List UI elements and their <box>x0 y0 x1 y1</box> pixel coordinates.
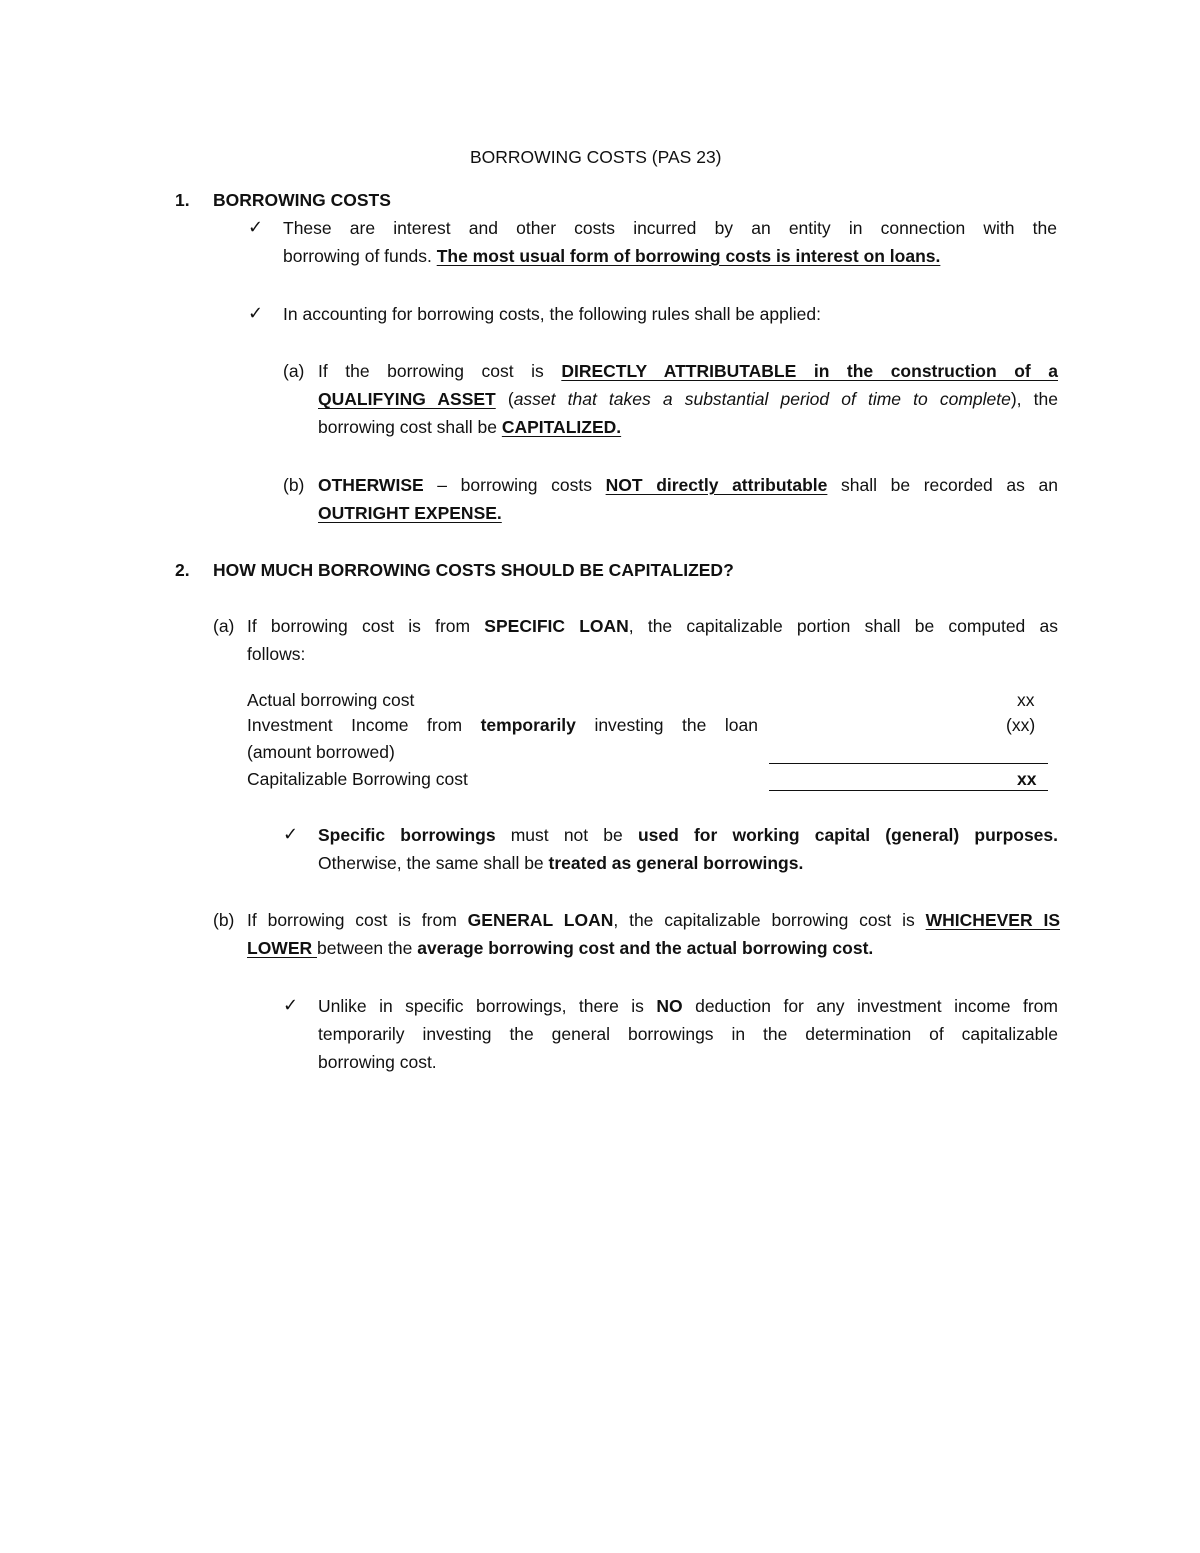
key-statement: The most usual form of borrowing costs is interest on loans. <box>436 246 941 266</box>
computation-row-3-label: (amount borrowed) <box>247 742 395 762</box>
total-rule <box>769 790 1048 791</box>
computation-row-4-label: Capitalizable Borrowing cost <box>247 769 468 789</box>
section-2-heading: HOW MUCH BORROWING COSTS SHOULD BE CAPITALIZED? <box>213 560 734 580</box>
note-a-line-2: Otherwise, the same shall be treated as general borrowings. <box>318 853 804 873</box>
computation-row-2-label: Investment Income from temporarily investing the loan <box>247 715 758 735</box>
rule-a-label: (a) <box>283 361 305 381</box>
computation-row-4-value: xx <box>1017 769 1037 789</box>
checkmark-icon: ✓ <box>283 995 299 1015</box>
item-b-label: (b) <box>213 910 235 930</box>
document-title: BORROWING COSTS (PAS 23) <box>470 147 722 167</box>
computation-row-1-value: xx <box>1017 690 1035 710</box>
computation-row-1-label: Actual borrowing cost <box>247 690 415 710</box>
bullet-2-text: In accounting for borrowing costs, the following rules shall be applied: <box>283 304 821 324</box>
note-a-line-1: Specific borrowings must not be used for working capital (general) purposes. <box>318 825 1059 845</box>
item-b-line-1: If borrowing cost is from GENERAL LOAN, the capitalizable borrowing cost is WHICHEVER IS <box>247 910 1061 930</box>
item-a-line-2: follows: <box>247 644 306 664</box>
note-b-line-2: temporarily investing the general borrowings in the determination of capitalizable <box>318 1024 1058 1044</box>
item-a-label: (a) <box>213 616 235 636</box>
note-b-line-3: borrowing cost. <box>318 1052 437 1072</box>
section-1-number: 1. <box>175 190 190 210</box>
checkmark-icon: ✓ <box>248 303 264 323</box>
checkmark-icon: ✓ <box>248 217 264 237</box>
rule-b-line-1: OTHERWISE – borrowing costs NOT directly attributable shall be recorded as an <box>318 475 1059 495</box>
bullet-1-line-1: These are interest and other costs incurred by an entity in connection with the <box>283 218 1057 238</box>
rule-a-line-1: If the borrowing cost is DIRECTLY ATTRIBUTABLE in the construction of a <box>318 361 1058 381</box>
section-1-heading: BORROWING COSTS <box>213 190 391 210</box>
item-b-line-2: LOWER between the average borrowing cost and the actual borrowing cost. <box>247 938 874 958</box>
checkmark-icon: ✓ <box>283 824 299 844</box>
note-b-line-1: Unlike in specific borrowings, there is NO deduction for any investment income from <box>318 996 1058 1016</box>
rule-a-line-2: QUALIFYING ASSET (asset that takes a substantial period of time to complete), the <box>318 389 1058 409</box>
computation-row-2-value: (xx) <box>1006 715 1036 735</box>
subtotal-rule <box>769 763 1048 764</box>
item-a-line-1: If borrowing cost is from SPECIFIC LOAN, the capitalizable portion shall be computed as <box>247 616 1058 636</box>
rule-b-line-2: OUTRIGHT EXPENSE. <box>318 503 502 523</box>
rule-b-label: (b) <box>283 475 305 495</box>
section-2-number: 2. <box>175 560 190 580</box>
bullet-1-line-2: borrowing of funds. The most usual form of borrowing costs is interest on loans. <box>283 246 941 266</box>
rule-a-line-3: borrowing cost shall be CAPITALIZED. <box>318 417 622 437</box>
